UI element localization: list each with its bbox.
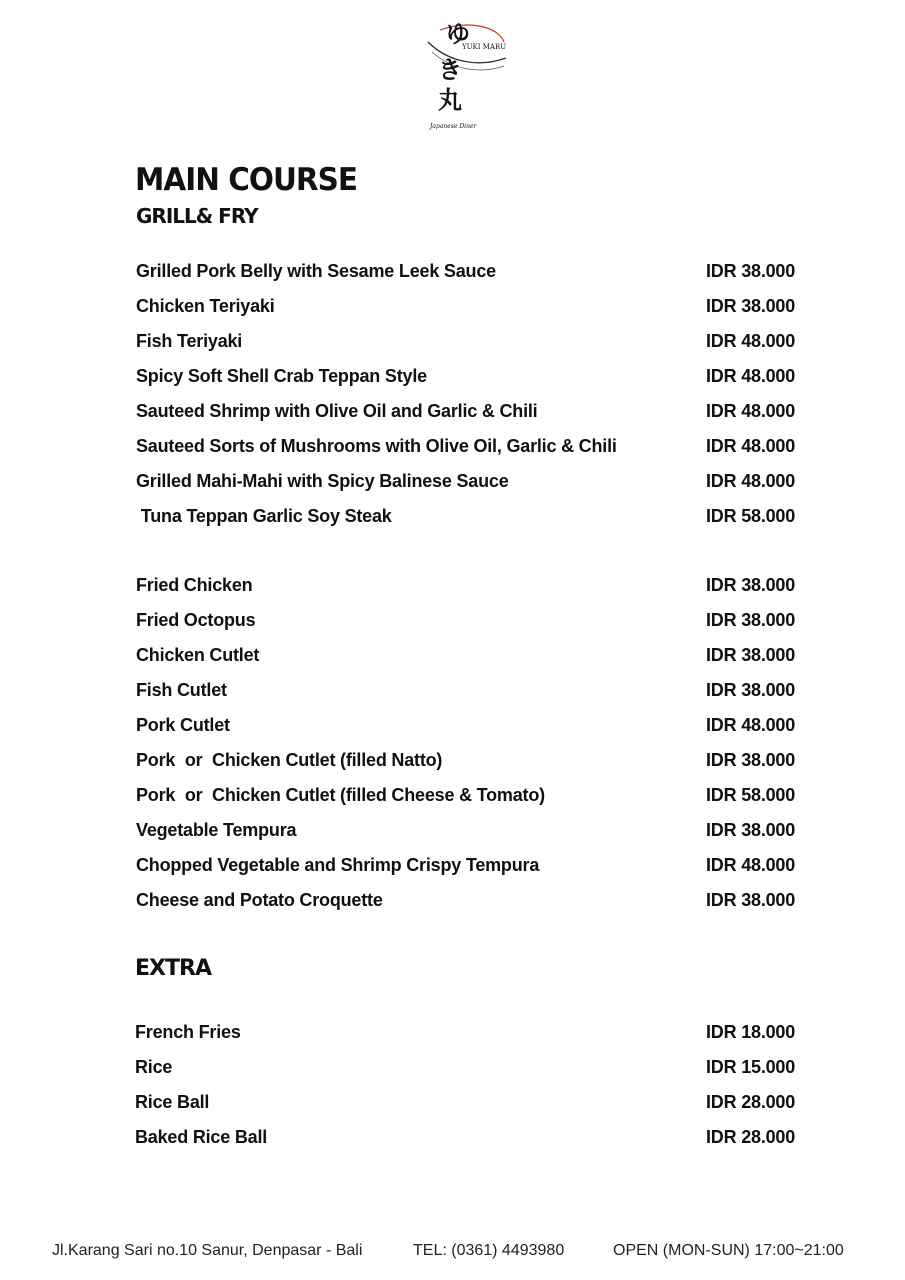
menu-item-row (0, 504, 905, 539)
menu-item-price: IDR 38.000 (706, 680, 796, 700)
section-title-extra: EXTRA (135, 956, 211, 981)
fry-menu-list (0, 573, 905, 923)
menu-item-price: IDR 58.000 (706, 785, 796, 805)
menu-item-price: IDR 38.000 (706, 750, 796, 770)
menu-item-name: Cheese and Potato Croquette (136, 890, 383, 910)
menu-item-name: Grilled Mahi-Mahi with Spicy Balinese Sauce (136, 471, 509, 491)
menu-item-row (0, 643, 905, 678)
menu-item-name: Fried Chicken (136, 575, 253, 595)
menu-item-price: IDR 38.000 (706, 261, 796, 281)
menu-item-name: Chopped Vegetable and Shrimp Crispy Tempura (136, 855, 540, 875)
menu-item-price: IDR 48.000 (706, 331, 796, 351)
menu-item-name: Sauteed Sorts of Mushrooms with Olive Oil, Garlic & Chili (136, 436, 617, 456)
menu-item-price: IDR 38.000 (706, 296, 796, 316)
menu-item-name: Vegetable Tempura (136, 820, 297, 840)
menu-item-row (0, 469, 905, 504)
menu-item-name: Fish Cutlet (136, 680, 227, 700)
menu-item-name: Baked Rice Ball (135, 1127, 268, 1147)
menu-item-name: Tuna Teppan Garlic Soy Steak (136, 506, 392, 526)
menu-item-row (0, 608, 905, 643)
menu-item-name: Sauteed Shrimp with Olive Oil and Garlic & Chili (136, 401, 538, 421)
menu-item-price: IDR 18.000 (706, 1022, 796, 1042)
menu-item-name: Rice (135, 1057, 173, 1077)
menu-item-name: Chicken Cutlet (136, 645, 260, 665)
menu-item-price: IDR 48.000 (706, 366, 796, 386)
logo-kanji-1: ゆ (446, 19, 470, 48)
grill-menu-list (0, 259, 905, 539)
menu-item-name: Fried Octopus (136, 610, 256, 630)
menu-item-name: Pork or Chicken Cutlet (filled Natto) (136, 750, 443, 770)
menu-item-row (0, 1020, 905, 1055)
menu-item-price: IDR 38.000 (706, 575, 796, 595)
footer-address: Jl.Karang Sari no.10 Sanur, Denpasar - Bali (52, 1242, 363, 1259)
menu-item-row (0, 783, 905, 818)
logo-kanji-2: き (438, 55, 462, 84)
logo-brand-text: YUKI MARU (462, 43, 507, 51)
footer-tel: TEL: (0361) 4493980 (413, 1242, 565, 1259)
restaurant-logo (418, 12, 518, 134)
menu-item-name: Rice Ball (135, 1092, 210, 1112)
menu-item-price: IDR 38.000 (706, 610, 796, 630)
footer-hours: OPEN (MON-SUN) 17:00~21:00 (613, 1242, 844, 1259)
menu-item-row (0, 329, 905, 364)
menu-item-name: French Fries (135, 1022, 241, 1042)
menu-item-row (0, 573, 905, 608)
menu-item-name: Pork Cutlet (136, 715, 230, 735)
menu-item-row (0, 748, 905, 783)
logo-tagline: Japanese Diner (430, 123, 477, 130)
extra-menu-list (0, 1020, 905, 1160)
menu-item-price: IDR 38.000 (706, 645, 796, 665)
menu-item-row (0, 1055, 905, 1090)
menu-item-row (0, 259, 905, 294)
menu-item-price: IDR 38.000 (706, 820, 796, 840)
menu-item-row (0, 434, 905, 469)
menu-item-price: IDR 58.000 (706, 506, 796, 526)
menu-item-price: IDR 48.000 (706, 471, 796, 491)
menu-item-row (0, 364, 905, 399)
menu-item-price: IDR 48.000 (706, 401, 796, 421)
section-subtitle-grill-fry: GRILL& FRY (136, 204, 258, 228)
menu-item-price: IDR 48.000 (706, 855, 796, 875)
footer-info (0, 1242, 905, 1264)
logo-kanji-3: 丸 (438, 85, 462, 114)
section-title-main-course: MAIN COURSE (135, 162, 358, 198)
menu-item-row (0, 1125, 905, 1160)
menu-item-price: IDR 28.000 (706, 1127, 796, 1147)
menu-item-name: Chicken Teriyaki (136, 296, 275, 316)
menu-item-row (0, 399, 905, 434)
menu-item-price: IDR 48.000 (706, 436, 796, 456)
menu-item-name: Pork or Chicken Cutlet (filled Cheese & Tomato) (136, 785, 545, 805)
menu-item-row (0, 818, 905, 853)
menu-item-name: Grilled Pork Belly with Sesame Leek Sauce (136, 261, 496, 281)
menu-item-row (0, 888, 905, 923)
menu-item-price: IDR 48.000 (706, 715, 796, 735)
menu-item-row (0, 853, 905, 888)
menu-item-price: IDR 15.000 (706, 1057, 796, 1077)
menu-item-row (0, 294, 905, 329)
menu-item-row (0, 1090, 905, 1125)
menu-item-price: IDR 38.000 (706, 890, 796, 910)
menu-item-price: IDR 28.000 (706, 1092, 796, 1112)
menu-item-name: Fish Teriyaki (136, 331, 243, 351)
menu-item-row (0, 713, 905, 748)
menu-item-row (0, 678, 905, 713)
menu-item-name: Spicy Soft Shell Crab Teppan Style (136, 366, 427, 386)
